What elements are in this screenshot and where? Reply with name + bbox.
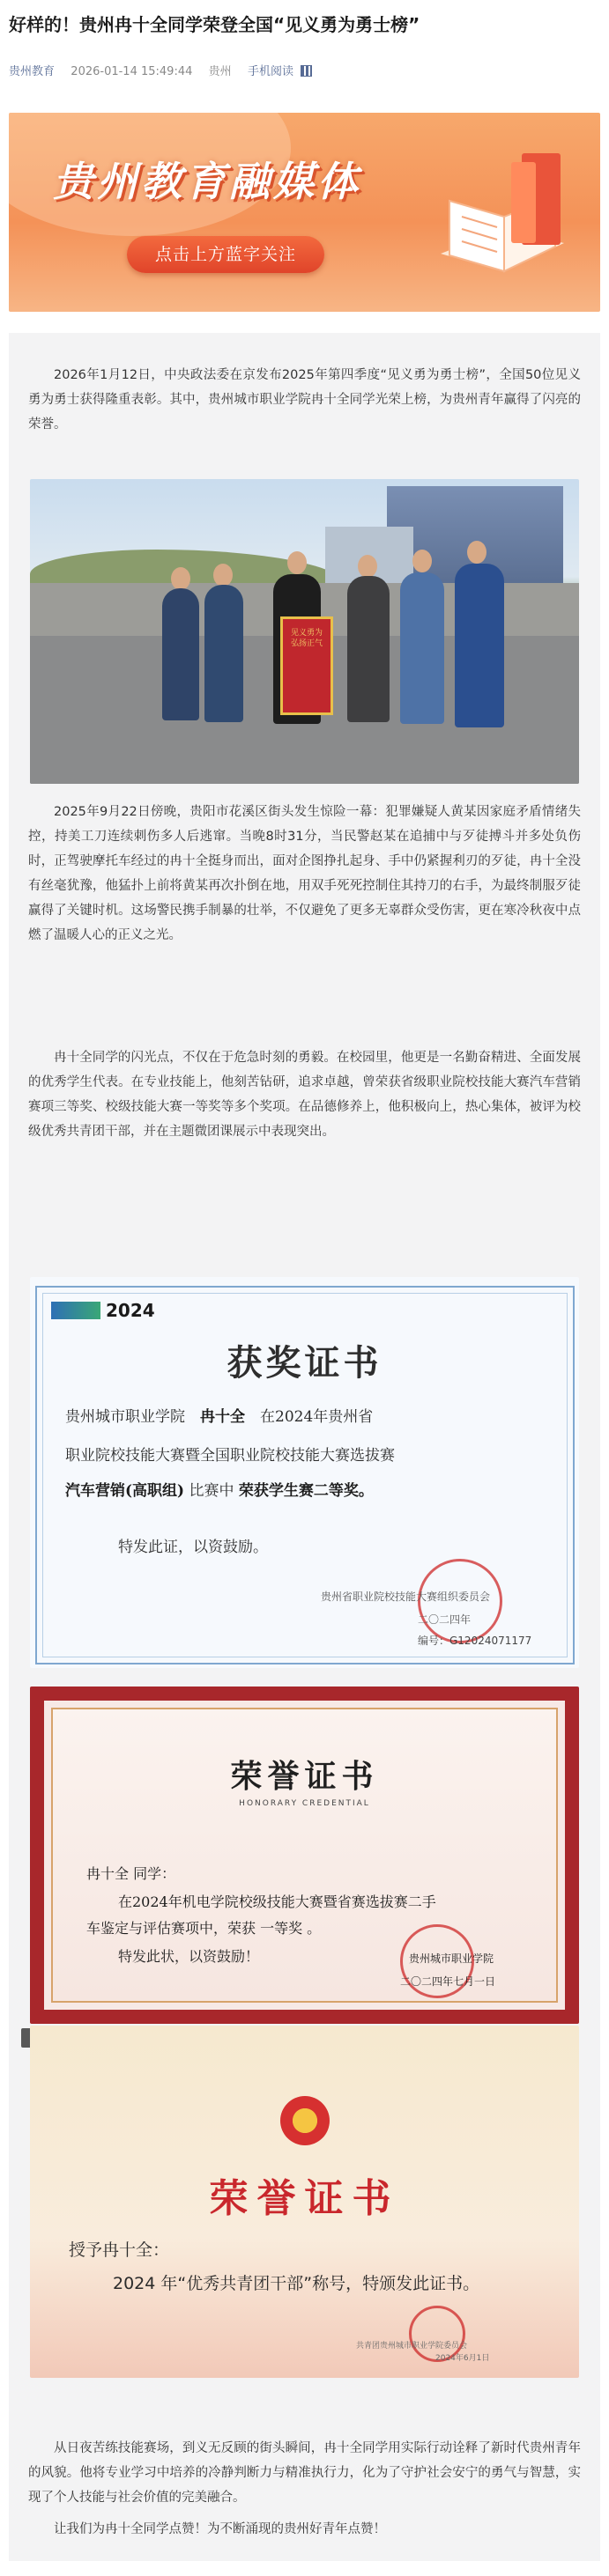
youth-league-emblem-icon	[280, 2096, 330, 2145]
article-header	[0, 0, 609, 106]
paragraph-5: 让我们为冉十全同学点赞！为不断涌现的贵州好青年点赞！	[54, 2522, 386, 2536]
cert1-line-1: 贵州城市职业学院 冉十全 在2024年贵州省	[65, 1408, 374, 1426]
cert2-subheading: HONORARY CREDENTIAL	[239, 1799, 370, 1808]
cert2-line-1: 在2024年机电学院校级技能大赛暨省赛选拔赛二手	[118, 1893, 436, 1910]
honor-certificate-image-1[interactable]	[30, 1687, 579, 2024]
paragraph-2: 2025年9月22日傍晚，贵阳市花溪区街头发生惊险一幕：犯罪嫌疑人黄某因家庭矛盾情绪失控，持美工刀连续刺伤多人后逃窜。当晚8时31分，当民警赵某在追捕中与歹徒搏斗并多处负伤时，正驾驶摩托车经过的冉十全挺身而出，面对企图挣扎起身、手中仍紧握利刃的歹徒，冉十全没有丝毫犹豫，他猛扑上前将黄某再次扑倒在地，用双手死死控制住其持刀的右手，为最终制服歹徒赢得了关键时机。这场警民携手制暴的壮举，不仅避免了更多无辜群众受伤害，更在寒冷秋夜中点燃了温暖人心的正义之光。	[28, 805, 581, 942]
honor-certificate-image-2[interactable]	[30, 2026, 579, 2378]
cert3-date: 2024年6月1日	[435, 2354, 490, 2363]
cert3-line-2: 2024 年“优秀共青团干部”称号，特颁发此证书。	[113, 2274, 480, 2293]
brand-banner[interactable]	[9, 113, 600, 312]
book-icon	[423, 148, 573, 280]
cert2-date: 二〇二四年七月一日	[400, 1975, 496, 1988]
cert3-heading: 荣誉证书	[209, 2176, 400, 2221]
cert2-name-line: 冉十全 同学：	[86, 1865, 176, 1882]
publish-location: 贵州	[208, 65, 232, 78]
cert2-line-2: 车鉴定与评估赛项中，荣获 一等奖 。	[86, 1920, 322, 1937]
cert3-line-1: 授予冉十全：	[69, 2240, 170, 2260]
award-certificate-image[interactable]	[30, 1277, 579, 1668]
cert2-line-3: 特发此状，以资鼓励！	[118, 1948, 260, 1965]
competition-logo: 2024	[51, 1300, 155, 1321]
paragraph-4: 从日夜苦练技能赛场，到义无反顾的街头瞬间，冉十全同学用实际行动诠释了新时代贵州青年的风貌。他将专业学习中培养的冷静判断力与精准执行力，化为了守护社会安宁的勇气与智慧，实现了个人技能与社会价值的完美融合。	[28, 2441, 581, 2505]
follow-button[interactable]: 点击上方蓝字关注	[127, 236, 324, 273]
banner-brand-title: 贵州教育融媒体	[53, 158, 361, 205]
qr-code-icon[interactable]	[301, 65, 312, 77]
cert2-issuer: 贵州城市职业学院	[409, 1952, 494, 1965]
paragraph-3: 冉十全同学的闪光点，不仅在于危急时刻的勇毅。在校园里，他更是一名勤奋精进、全面发展的优秀学生代表。在专业技能上，他刻苦钻研，追求卓越，曾荣获省级职业院校技能大赛汽车营销赛项三等奖、校级技能大赛一等奖等多个奖项。在品德修养上，他积极向上，热心集体，被评为校级优秀共青团干部，并在主题微团课展示中表现突出。	[28, 1051, 581, 1139]
account-name[interactable]: 贵州教育	[9, 65, 56, 78]
cert1-line-4: 特发此证，以资鼓励。	[118, 1539, 268, 1556]
cert1-issuer: 贵州省职业院校技能大赛组织委员会	[321, 1591, 491, 1603]
cert1-line-2: 职业院校技能大赛暨全国职业院校技能大赛选拔赛	[65, 1447, 395, 1465]
pennant-flag	[280, 616, 333, 715]
article-content	[9, 333, 600, 2561]
cert1-number: 编号：G12024071177	[418, 1635, 532, 1647]
read-on-phone-link[interactable]: 手机阅读	[247, 65, 293, 78]
article-meta	[9, 62, 312, 78]
paragraph-1: 2026年1月12日，中央政法委在京发布2025年第四季度“见义勇为勇士榜”，全国50位见义勇为勇士获得隆重表彰。其中，贵州城市职业学院冉十全同学光荣上榜，为贵州青年赢得了闪亮的荣誉。	[28, 368, 581, 432]
cert1-line-3: 汽车营销(高职组) 比赛中 荣获学生赛二等奖。	[65, 1482, 374, 1500]
publish-datetime: 2026-01-14 15:49:44	[71, 65, 193, 78]
cert2-heading: 荣誉证书	[230, 1758, 379, 1795]
cert3-issuer: 共青团贵州城市职业学院委员会	[356, 2342, 468, 2351]
article-title: 好样的！贵州冉十全同学荣登全国“见义勇为勇士榜”	[9, 14, 420, 35]
pennant-text: 见义勇为 弘扬正气	[290, 629, 323, 648]
cert1-heading: 获奖证书	[227, 1342, 382, 1384]
logo-mark-icon	[51, 1302, 100, 1319]
award-group-photo[interactable]	[30, 479, 579, 784]
cert1-date: 二〇二四年	[418, 1613, 472, 1626]
